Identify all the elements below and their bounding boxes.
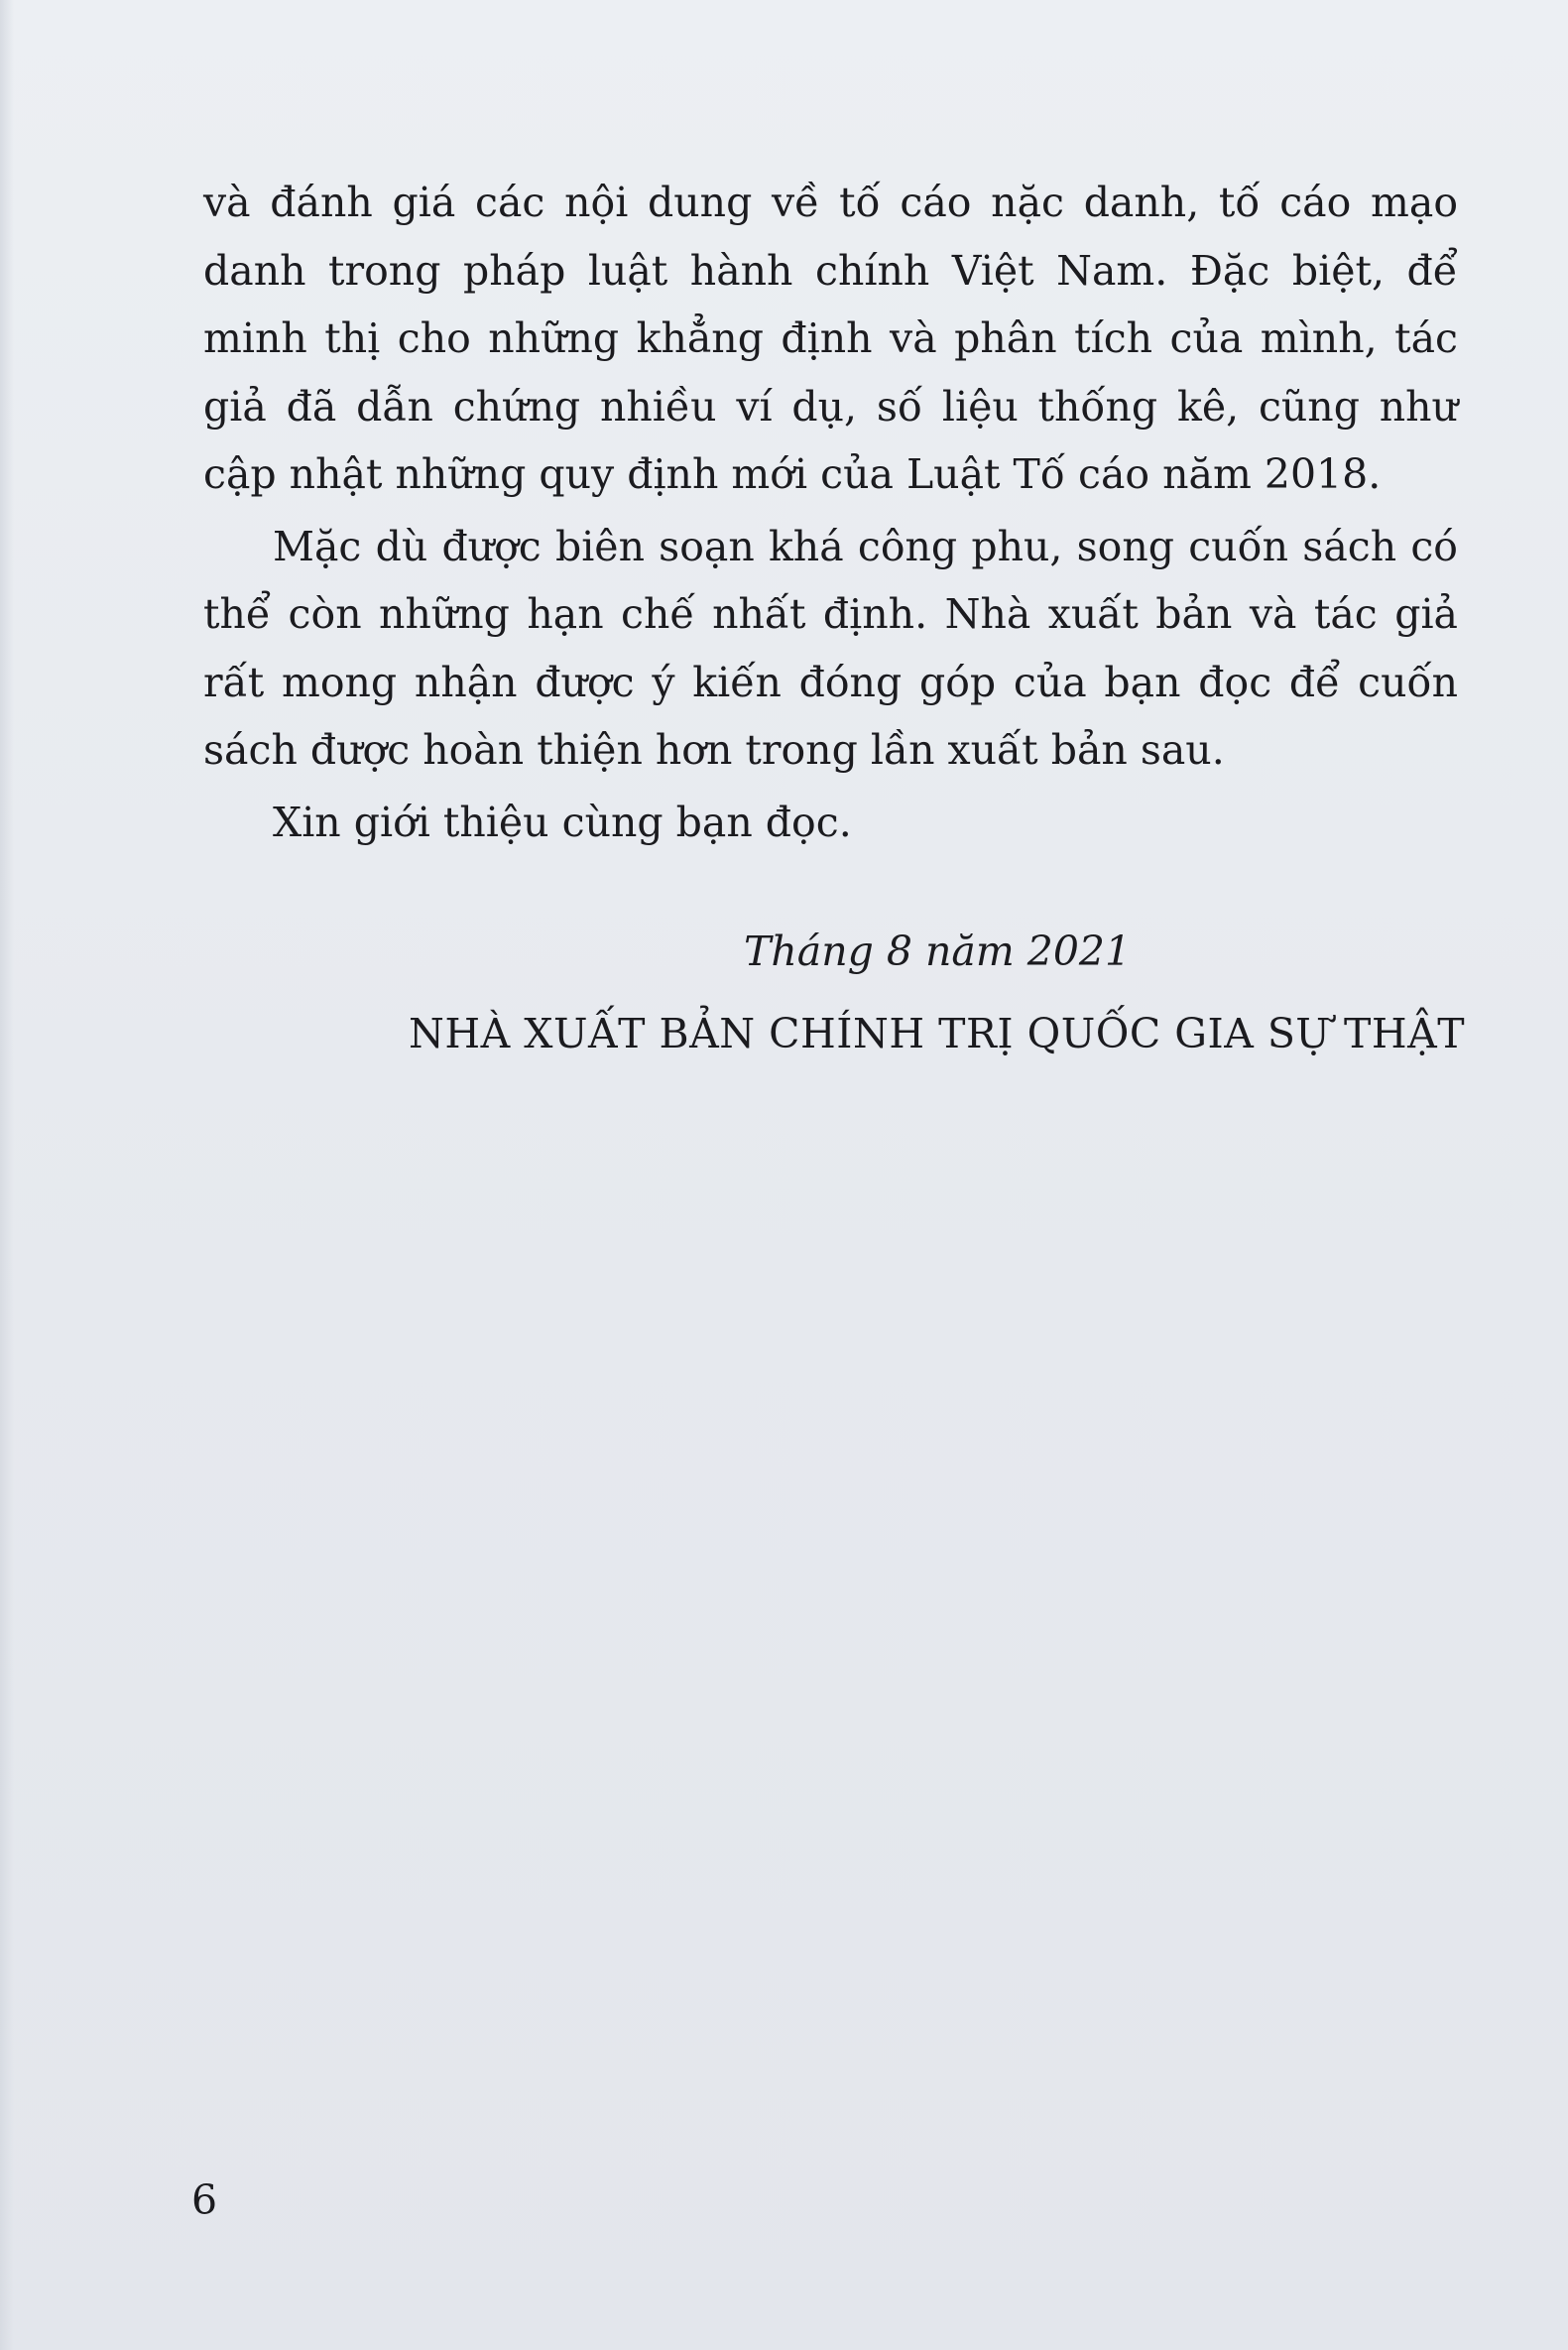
paragraph-continued: và đánh giá các nội dung về tố cáo nặc danh, tố cáo mạo danh trong pháp luật hành chính Việt Nam. Đặc biệt, để minh thị cho những khẳng định và phân tích của mình, tác giả đã dẫn chứng nhiều ví dụ, số liệu thống kê, cũng như cập nhật những quy định mới của Luật Tố cáo năm 2018. (203, 179, 1458, 498)
page-number: 6 (191, 2176, 218, 2224)
body-text (203, 169, 1458, 860)
page-edge-shadow (0, 0, 14, 2350)
paragraph-introduction: Xin giới thiệu cùng bạn đọc. (273, 798, 852, 846)
paragraph-limitations: Mặc dù được biên soạn khá công phu, song cuốn sách có thể còn những hạn chế nhất định. Nhà xuất bản và tác giả rất mong nhận được ý kiến đóng góp của bạn đọc để cuốn sách được hoàn thiện hơn trong lần xuất bản sau. (203, 522, 1458, 774)
date-line: Tháng 8 năm 2021 (744, 928, 1132, 975)
publisher-name: NHÀ XUẤT BẢN CHÍNH TRỊ QUỐC GIA SỰ THẬT (409, 1010, 1466, 1057)
